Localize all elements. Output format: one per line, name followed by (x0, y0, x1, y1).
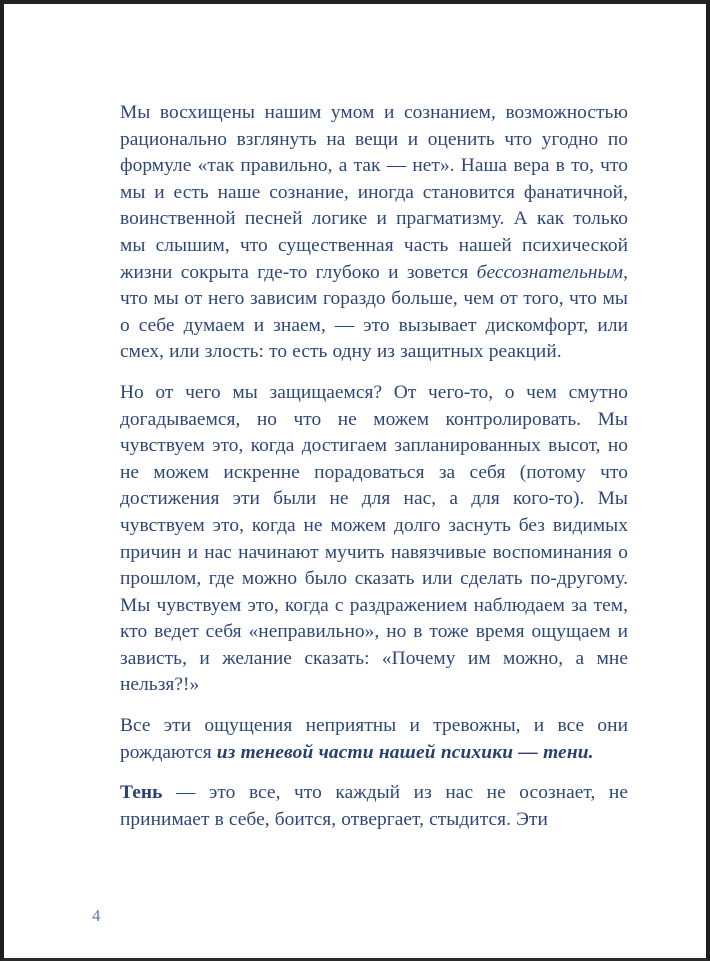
paragraph-1-run-0: Мы восхищены нашим умом и сознанием, возможностью рационально взглянуть на вещи и оценить что угодно по формуле «так правильно, а так — нет». Наша вера в то, что мы и есть наше сознание, иногда становится фанатичной, воинственной песней логике и прагматизму. А как только мы слышим, что существенная часть нашей психической жизни сокрыта где-то глубоко и зовется (120, 102, 628, 283)
paragraph-4-run-0: Тень (120, 782, 163, 804)
book-page (4, 4, 706, 958)
paragraph-3 (120, 713, 628, 766)
paragraph-4 (120, 780, 628, 833)
paragraph-2-run-0: Но от чего мы защищаемся? От чего-то, о чем смутно догадываемся, но что не можем контролировать. Мы чувствуем это, когда достигаем запланированных высот, но не можем искренне порадоваться за себя (потому что достижения эти были не для нас, а для кого-то). Мы чувствуем это, когда не можем долго заснуть без видимых причин и нас начинают мучить навязчивые воспоминания о прошлом, где можно было сказать или сделать по-другому. Мы чувствуем это, когда с раздражением наблюдаем за тем, кто ведет себя «неправильно», но в тоже время ощущаем и зависть, и желание сказать: «Почему им можно, а мне нельзя?!» (120, 381, 628, 696)
paragraph-1-run-1: бессознательным (476, 261, 624, 283)
paragraph-1-run-2: , что мы от него зависим гораздо больше, чем от того, что мы о себе думаем и знаем, — это вызывает дискомфорт, или смех, или злость: то есть одну из защитных реакций. (120, 261, 628, 363)
page-number: 4 (92, 906, 101, 925)
paragraph-4-run-1: — это все, что каждый из нас не осознает, не принимает в себе, боится, отвергает, стыдится. Эти (120, 782, 628, 830)
paragraph-2 (120, 380, 628, 699)
paragraph-1 (120, 100, 628, 366)
paragraph-3-run-0: Все эти ощущения неприятны и тревожны, и все они рождаются (120, 715, 628, 763)
body-text-column (120, 100, 628, 833)
paragraph-3-run-1: из теневой части нашей психики — тени. (216, 741, 594, 763)
